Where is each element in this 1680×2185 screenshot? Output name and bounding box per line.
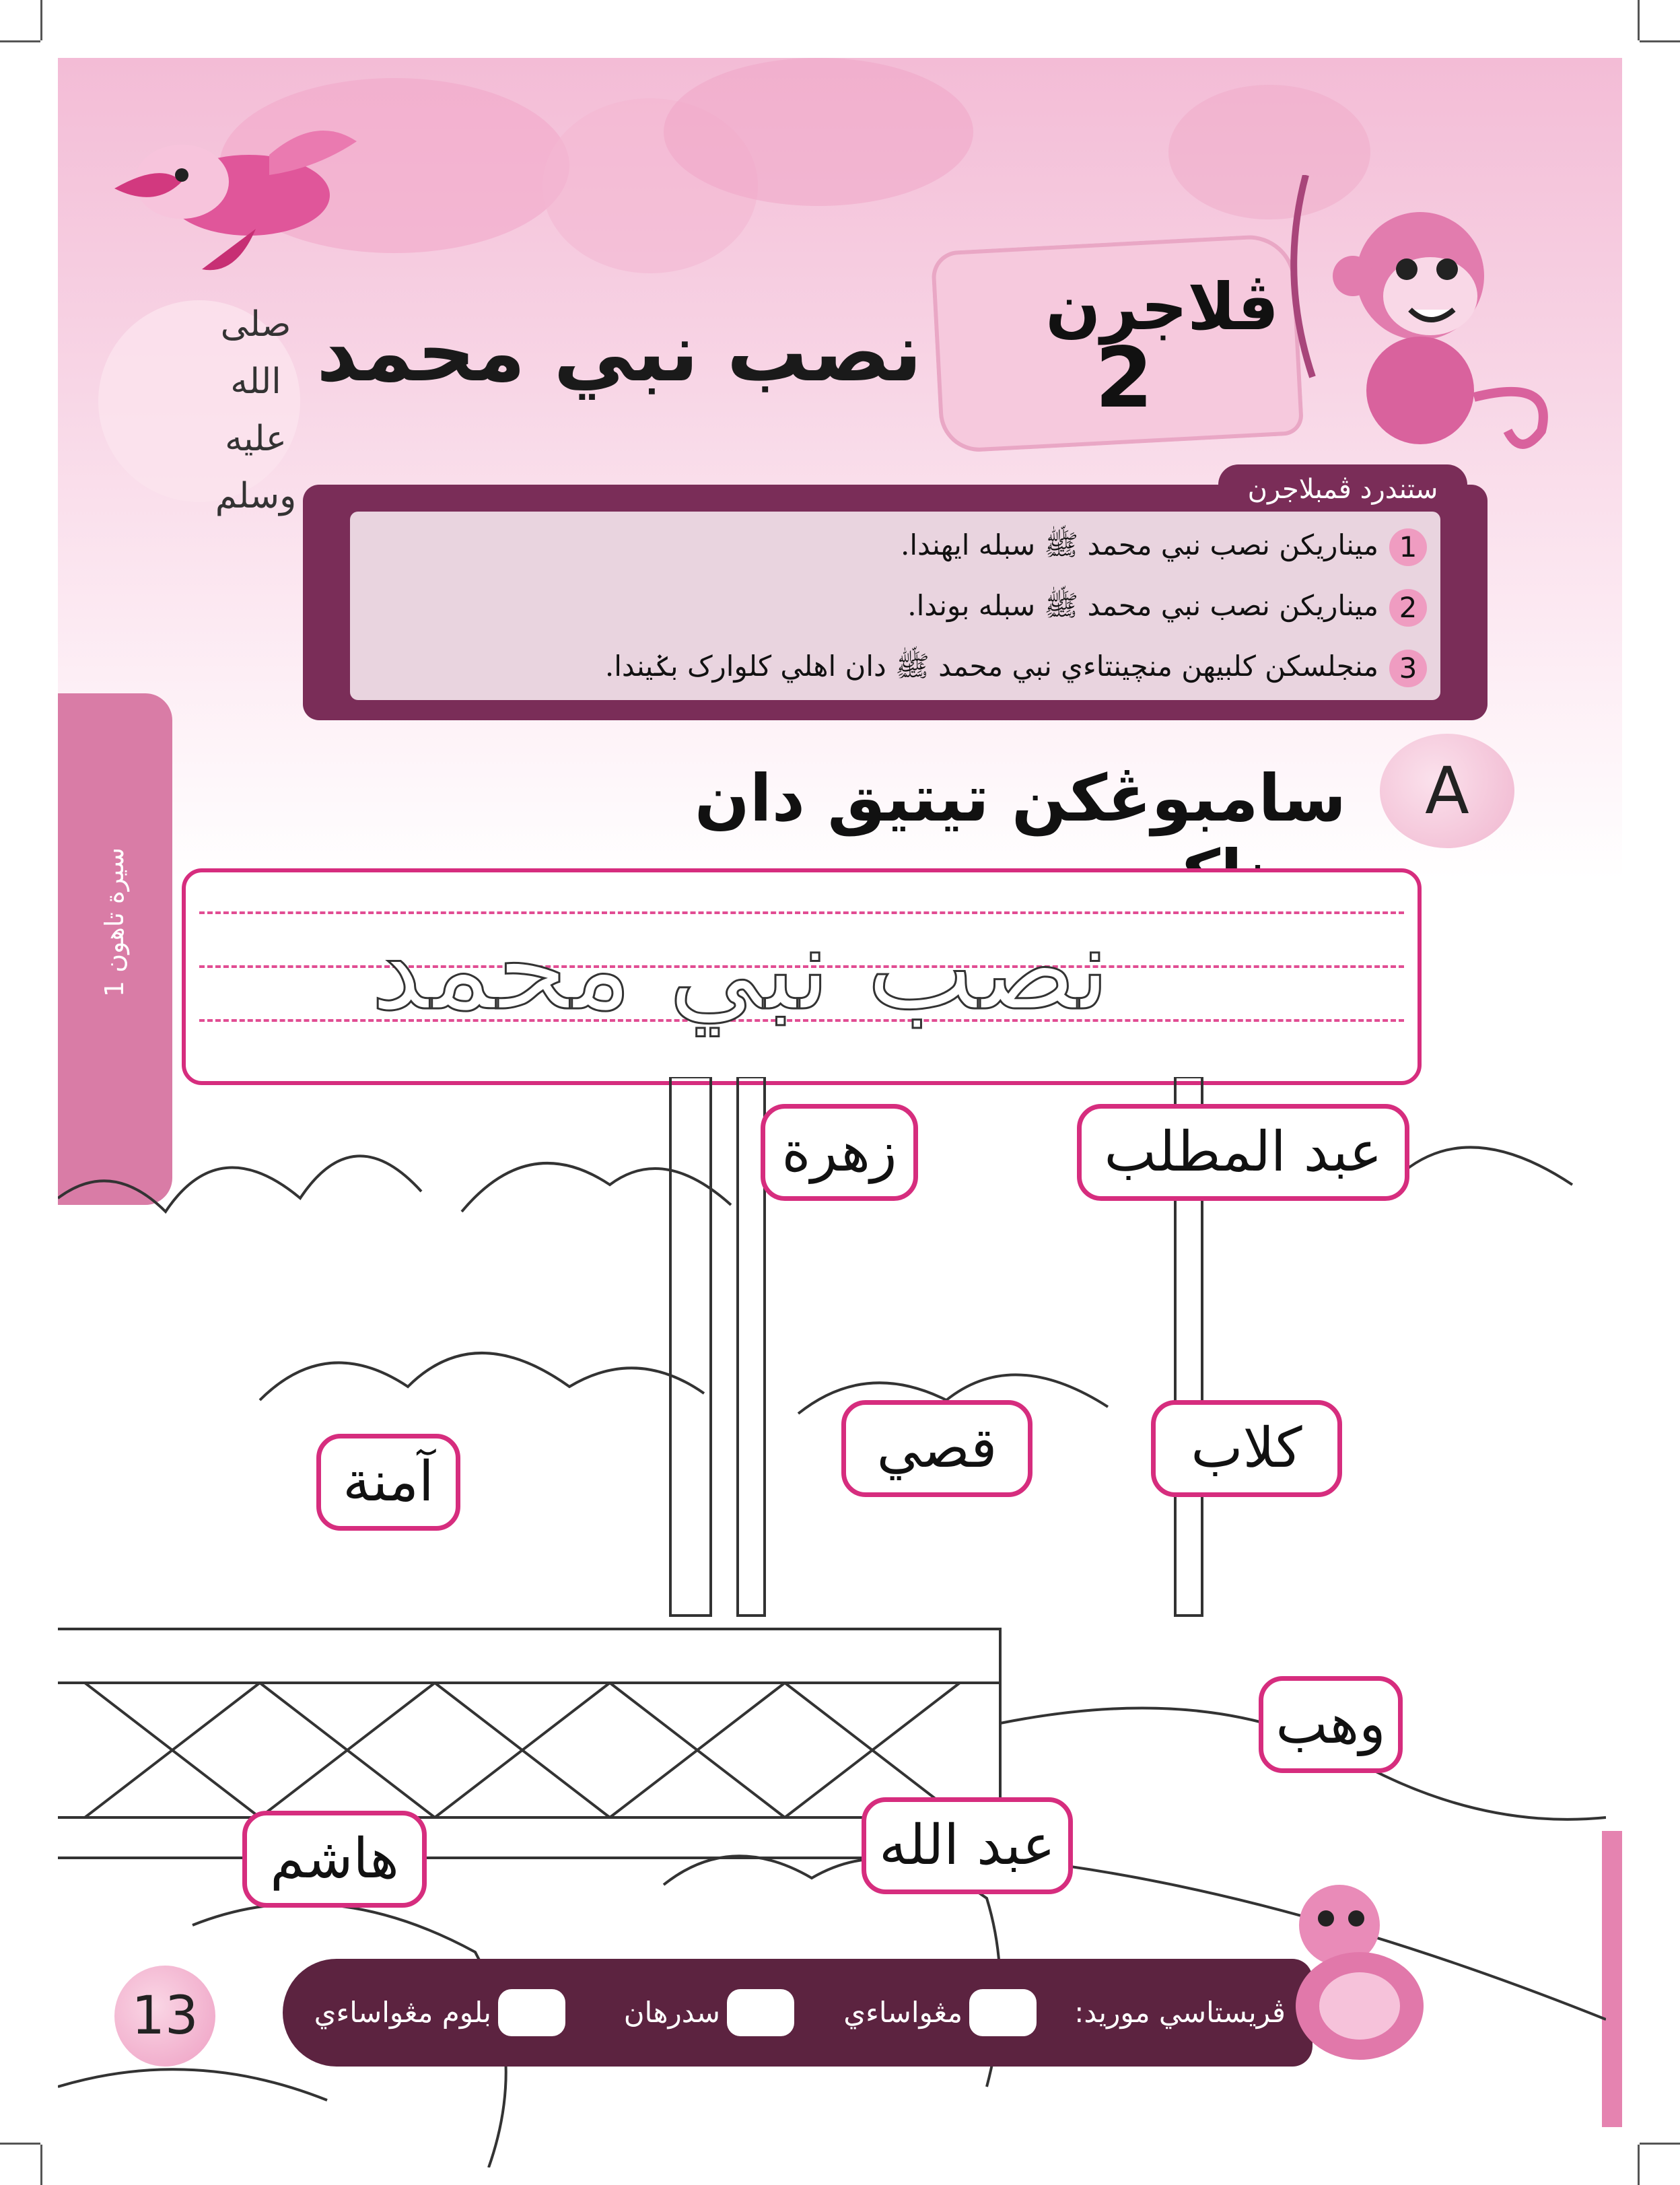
checkbox-mastered[interactable] [969, 1989, 1037, 2036]
toucan-bird-illustration [101, 114, 370, 289]
checkbox-moderate[interactable] [727, 1989, 794, 2036]
section-badge: A [1380, 734, 1514, 848]
crop-mark [40, 2145, 42, 2185]
crop-mark [0, 2143, 40, 2145]
standards-tab: ستندرد ڤمبلاجرن [1218, 464, 1467, 512]
standard-number: 3 [1389, 650, 1427, 687]
turtle-illustration [1265, 1878, 1434, 2067]
standard-number: 1 [1389, 528, 1427, 566]
standard-item [377, 518, 1427, 572]
label-aminah: آمنة [316, 1434, 460, 1531]
checkbox-not-mastered[interactable] [498, 1989, 565, 2036]
standard-text: منجلسکن کلبيهن منچينتاءي نبي محمد ﷺ دان اهلي کلوارک بݢيندا. [604, 650, 1378, 683]
standard-text: ميناريکن نصب نبي محمد ﷺ سبله بوندا. [907, 589, 1378, 622]
label-zuhrah: زهرة [761, 1104, 918, 1201]
crop-mark [40, 0, 42, 40]
label-hashim: هاشم [242, 1811, 427, 1908]
option-not-mastered: بلوم مڠواساءي [314, 1996, 491, 2029]
label-qusai: قصي [841, 1400, 1032, 1497]
label-kilab: كلاب [1151, 1400, 1342, 1497]
lesson-label: ڤلاجرن [1045, 269, 1279, 345]
label-wahab: وهب [1259, 1676, 1403, 1773]
standard-text: ميناريکن نصب نبي محمد ﷺ سبله ايهندا. [900, 528, 1378, 561]
assessment-lead: ڤريستاسي موريد: [1074, 1996, 1286, 2029]
page-title: نصب نبي محمد [316, 306, 922, 400]
crop-mark [1638, 0, 1640, 40]
honorific-calligraphy: صلى الله عليه وسلم [215, 304, 297, 516]
page-number: 13 [114, 1966, 215, 2067]
standard-item [377, 639, 1427, 693]
monkey-illustration [1252, 175, 1575, 458]
section-instruction: سامبوڠکن تيتيق دان [694, 761, 1346, 836]
tracing-text: نصب نبي محمد [370, 903, 1111, 1036]
side-tab-label: سيرة تاهون 1 [100, 847, 129, 998]
self-assessment-bar [283, 1959, 1312, 2067]
label-abdullah: عبد الله [862, 1797, 1073, 1894]
option-mastered: مڠواساءي [843, 1996, 963, 2029]
standard-number: 2 [1389, 589, 1427, 627]
standard-item [377, 579, 1427, 633]
crop-mark [1638, 2145, 1640, 2185]
crop-mark [1640, 40, 1680, 42]
crop-mark [0, 40, 40, 42]
option-moderate: سدرهان [623, 1996, 720, 2029]
lesson-number: 2 [1094, 330, 1154, 427]
label-abdul-muttalib: عبد المطلب [1077, 1104, 1409, 1201]
crop-mark [1640, 2143, 1680, 2145]
